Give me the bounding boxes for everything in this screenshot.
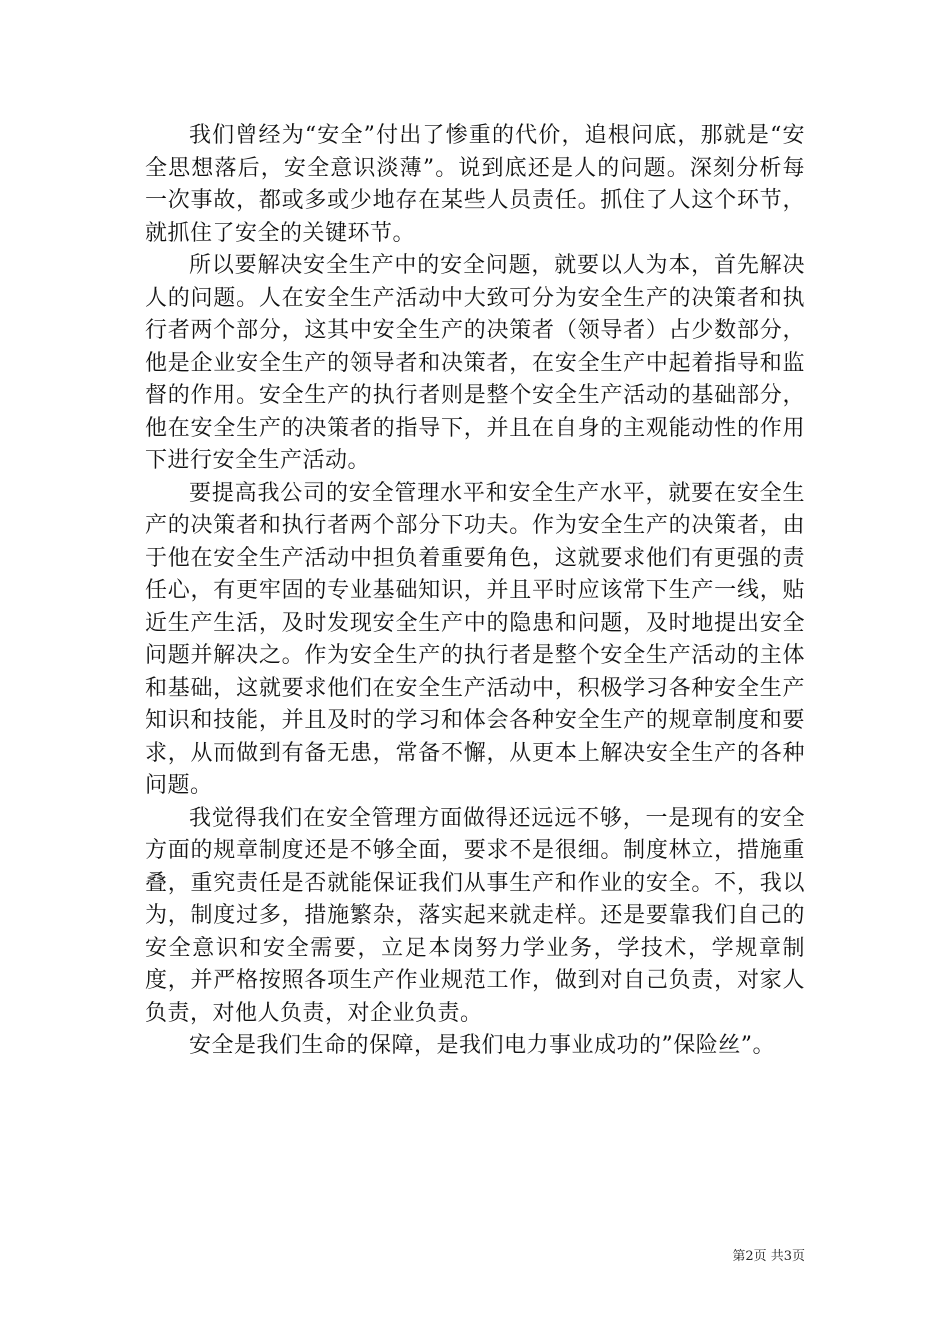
paragraph-4: 我觉得我们在安全管理方面做得还远远不够，一是现有的安全方面的规章制度还是不够全面，要求不是很细。制度林立，措施重叠，重究责任是否就能保证我们从事生产和作业的安全。不，我以为，制度过多，措施繁杂，落实起来就走样。还是要靠我们自己的安全意识和安全需要，立足本岗努力学业务，学技术，学规章制度，并严格按照各项生产作业规范工作，做到对自己负责，对家人负责，对他人负责，对企业负责。 <box>145 805 805 1026</box>
paragraph-5: 安全是我们生命的保障，是我们电力事业成功的”保险丝”。 <box>189 1033 775 1058</box>
paragraph-3: 要提高我公司的安全管理水平和安全生产水平，就要在安全生产的决策者和执行者两个部分下功夫。作为安全生产的决策者，由于他在安全生产活动中担负着重要角色，这就要求他们有更强的责任心，有更牢固的专业基础知识，并且平时应该常下生产一线，贴近生产生活，及时发现安全生产中的隐患和问题，及时地提出安全问题并解决之。作为安全生产的执行者是整个安全生产活动的主体和基础，这就要求他们在安全生产活动中，积极学习各种安全生产知识和技能，并且及时的学习和体会各种安全生产的规章制度和要求，从而做到有备无患，常备不懈，从更本上解决安全生产的各种问题。 <box>145 480 805 798</box>
paragraph-2: 所以要解决安全生产中的安全问题，就要以人为本，首先解决人的问题。人在安全生产活动中大致可分为安全生产的决策者和执行者两个部分，这其中安全生产的决策者（领导者）占少数部分，他是企业安全生产的领导者和决策者，在安全生产中起着指导和监督的作用。安全生产的执行者则是整个安全生产活动的基础部分，他在安全生产的决策者的指导下，并且在自身的主观能动性的作用下进行安全生产活动。 <box>145 253 805 473</box>
page-number-footer: 第2页 共3页 <box>732 1249 805 1264</box>
body-text <box>145 120 805 1063</box>
paragraph-1: 我们曾经为“安全”付出了惨重的代价，追根问底，那就是“安全思想落后，安全意识淡薄”。说到底还是人的问题。深刻分析每一次事故，都或多或少地存在某些人员责任。抓住了人这个环节，就抓住了安全的关键环节。 <box>145 123 805 246</box>
